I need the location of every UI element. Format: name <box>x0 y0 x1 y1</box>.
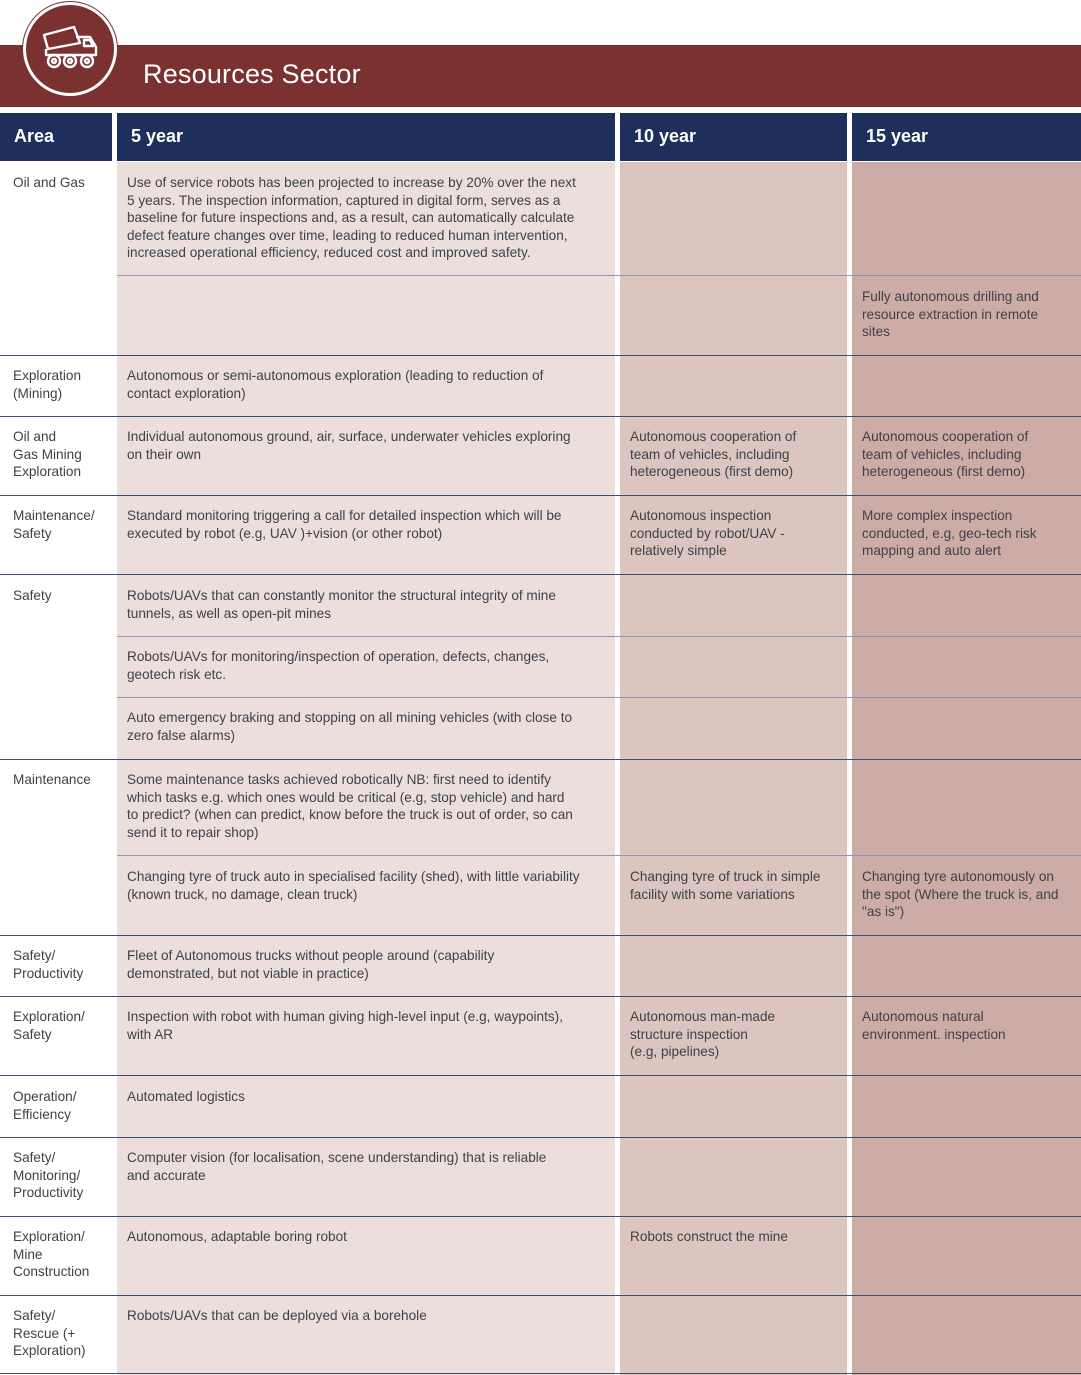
column-header-15-year: 15 year <box>852 113 1081 161</box>
table-cell-5-year: Autonomous, adaptable boring robot <box>127 1229 347 1244</box>
table-cell-5-year: Use of service robots has been projected to increase by 20% over the next 5 years. The inspection information, captured in digital form, serves as a baseline for future inspections and, as a result, can automatically calculate defect feature changes over time, leading to reduced human intervention, increased operational efficiency, reduced cost and improved safety. <box>127 175 576 261</box>
table-cell-5-year: Robots/UAVs that can constantly monitor the structural integrity of mine tunnels, as well as open-pit mines <box>127 588 556 621</box>
row-divider <box>0 996 1081 997</box>
table-cell-15-year: Fully autonomous drilling and resource extraction in remote sites <box>862 289 1039 340</box>
row-divider <box>0 495 1081 496</box>
table-cell-10-year: Autonomous inspection conducted by robot/UAV - relatively simple <box>630 508 785 559</box>
table-cell-area: Maintenance/ Safety <box>13 508 95 541</box>
row-divider <box>0 574 1081 575</box>
table-cell-area: Maintenance <box>13 772 91 787</box>
sub-row-divider <box>117 275 1081 276</box>
table-cell-5-year: Robots/UAVs for monitoring/inspection of operation, defects, changes, geotech risk etc. <box>127 649 550 682</box>
row-divider <box>0 1295 1081 1296</box>
column-15-year-bg <box>852 162 1081 1375</box>
table-cell-5-year: Inspection with robot with human giving high-level input (e.g, waypoints), with AR <box>127 1009 563 1042</box>
table-cell-5-year: Automated logistics <box>127 1089 245 1104</box>
table-cell-area: Oil and Gas Mining Exploration <box>13 429 82 480</box>
page-title: Resources Sector <box>143 59 361 89</box>
table-cell-5-year: Computer vision (for localisation, scene understanding) that is reliable and accurate <box>127 1150 547 1183</box>
table-cell-area: Exploration/ Safety <box>13 1009 85 1042</box>
table-cell-5-year: Standard monitoring triggering a call for detailed inspection which will be executed by robot (e.g, UAV )+vision (or other robot) <box>127 508 562 541</box>
table-cell-5-year: Autonomous or semi-autonomous exploration (leading to reduction of contact exploration) <box>127 368 544 401</box>
column-5-year-bg <box>117 162 615 1375</box>
table-cell-5-year: Fleet of Autonomous trucks without people around (capability demonstrated, but not viable in practice) <box>127 948 495 981</box>
table-cell-15-year: Changing tyre autonomously on the spot (Where the truck is, and "as is") <box>862 869 1059 920</box>
row-divider <box>0 935 1081 936</box>
row-divider <box>0 1216 1081 1217</box>
table-cell-5-year: Auto emergency braking and stopping on all mining vehicles (with close to zero false alarms) <box>127 710 573 743</box>
table-cell-area: Oil and Gas <box>13 175 85 190</box>
table-cell-area: Operation/ Efficiency <box>13 1089 77 1122</box>
table-cell-10-year: Changing tyre of truck in simple facility with some variations <box>630 869 821 902</box>
table-cell-10-year: Autonomous man-made structure inspection (e.g, pipelines) <box>630 1009 776 1060</box>
row-divider <box>0 1137 1081 1138</box>
table-cell-area: Safety/ Productivity <box>13 948 84 981</box>
table-cell-5-year: Some maintenance tasks achieved robotically NB: first need to identify which tasks e.g. which ones would be critical (e.g, stop vehicle) and hard to predict? (when can predict, know before the truck is out of order, so can send it to repair shop) <box>127 772 573 840</box>
table-cell-5-year: Robots/UAVs that can be deployed via a borehole <box>127 1308 427 1323</box>
row-divider <box>0 1373 1081 1374</box>
column-header-10-year: 10 year <box>620 113 847 161</box>
column-10-year-bg <box>620 162 847 1375</box>
mining-truck-icon <box>40 21 102 73</box>
sub-row-divider <box>117 855 1081 856</box>
table-cell-area: Safety/ Rescue (+ Exploration) <box>13 1308 86 1359</box>
row-divider <box>0 355 1081 356</box>
table-cell-area: Exploration/ Mine Construction <box>13 1229 90 1280</box>
table-cell-10-year: Robots construct the mine <box>630 1229 788 1244</box>
sector-logo <box>23 2 117 96</box>
table-cell-5-year: Changing tyre of truck auto in specialised facility (shed), with little variability (known truck, no damage, clean truck) <box>127 869 580 902</box>
table-cell-area: Exploration (Mining) <box>13 368 82 401</box>
row-divider <box>0 1075 1081 1076</box>
table-cell-10-year: Autonomous cooperation of team of vehicles, including heterogeneous (first demo) <box>630 429 797 480</box>
column-header-5-year: 5 year <box>117 113 615 161</box>
table-cell-5-year: Individual autonomous ground, air, surface, underwater vehicles exploring on their own <box>127 429 571 462</box>
table-cell-15-year: More complex inspection conducted, e.g, geo-tech risk mapping and auto alert <box>862 508 1037 559</box>
table-cell-15-year: Autonomous natural environment. inspection <box>862 1009 1006 1042</box>
row-divider <box>0 416 1081 417</box>
sub-row-divider <box>117 697 1081 698</box>
row-divider <box>0 759 1081 760</box>
title-banner <box>0 45 1081 107</box>
table-cell-15-year: Autonomous cooperation of team of vehicles, including heterogeneous (first demo) <box>862 429 1029 480</box>
sub-row-divider <box>117 636 1081 637</box>
table-cell-area: Safety/ Monitoring/ Productivity <box>13 1150 84 1201</box>
table-cell-area: Safety <box>13 588 52 603</box>
column-header-area: Area <box>0 113 112 161</box>
